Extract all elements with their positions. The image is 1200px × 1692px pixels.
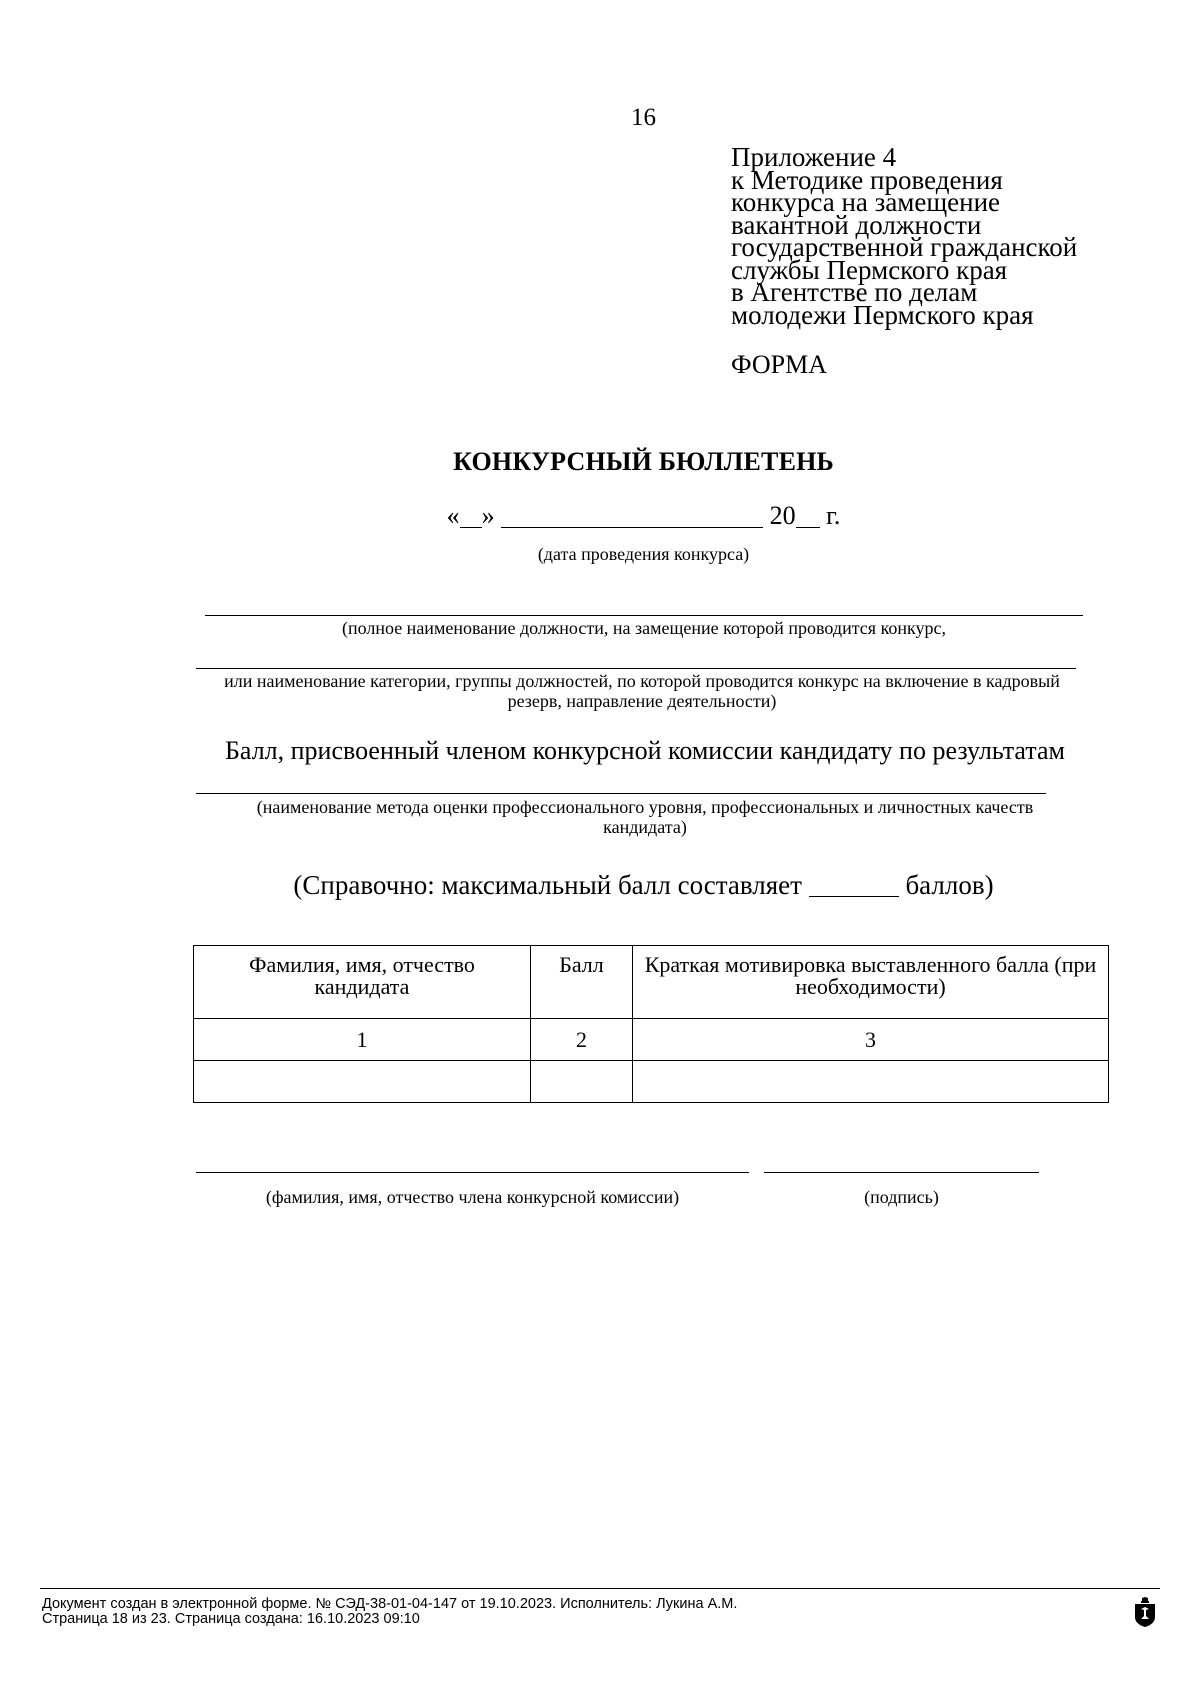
reference-prefix: (Справочно: максимальный балл составляет (293, 870, 802, 900)
member-name-line (196, 1172, 749, 1173)
appendix-line: государственной гражданской (731, 232, 1078, 262)
year-prefix: 20 (769, 501, 796, 530)
reference-suffix: баллов) (905, 870, 994, 900)
coat-of-arms-icon (1133, 1597, 1157, 1627)
column-number: 2 (531, 1019, 633, 1061)
category-caption: или наименование категории, группы должностей, по которой проводится конкурс на включение в кадровый резерв, направление деятельности) (224, 671, 1060, 711)
member-name-caption: (фамилия, имя, отчество члена конкурсной комиссии) (265, 1187, 680, 1207)
header-score: Балл (531, 946, 633, 1019)
appendix-header (731, 142, 1078, 330)
appendix-line: Приложение 4 (731, 142, 897, 172)
date-field (0, 501, 1200, 531)
appendix-line: службы Пермского края (731, 254, 1008, 285)
table-numbering-row (194, 1019, 1109, 1061)
table-row (194, 1061, 1109, 1103)
scores-table (193, 945, 1109, 1103)
header-motivation: Краткая мотивировка выставленного балла (при необходимости) (633, 946, 1109, 1019)
year-suffix: г. (826, 501, 841, 530)
appendix-line: конкурса на замещение (731, 187, 1001, 217)
header-candidate-name: Фамилия, имя, отчество кандидата (194, 946, 531, 1019)
appendix-line: молодежи Пермского края (731, 299, 1034, 330)
year-blank (796, 501, 820, 528)
max-score-reference (0, 870, 1200, 901)
method-caption: (наименование метода оценки профессионального уровня, профессиональных и личностных качеств кандидата) (256, 797, 1034, 837)
max-score-blank (809, 872, 899, 897)
motivation-cell[interactable] (633, 1061, 1109, 1103)
day-blank (460, 501, 482, 528)
document-footer (42, 1597, 737, 1627)
appendix-line: к Методике проведения (731, 164, 1003, 195)
score-intro: Балл, присвоенный членом конкурсной комиссии кандидату по результатам (225, 736, 1065, 765)
signature-caption: (подпись) (864, 1187, 939, 1207)
appendix-line: вакантной должности (731, 209, 982, 240)
table-header-row (194, 946, 1109, 1019)
column-number: 1 (194, 1019, 531, 1061)
date-close-quote: » (481, 501, 495, 530)
document-title: КОНКУРСНЫЙ БЮЛЛЕТЕНЬ (453, 447, 834, 476)
appendix-line: в Агентстве по делам (731, 277, 978, 307)
date-caption: (дата проведения конкурса) (537, 544, 750, 564)
position-line (205, 615, 1083, 616)
date-open-quote: « (446, 501, 460, 530)
footer-line: Страница 18 из 23. Страница создана: 16.10.2023 09:10 (42, 1611, 420, 1627)
footer-line: Документ создан в электронной форме. № СЭД-38-01-04-147 от 19.10.2023. Исполнитель: Лукина А.М. (42, 1596, 738, 1612)
method-line (196, 793, 1046, 794)
column-number: 3 (633, 1019, 1109, 1061)
category-line (196, 668, 1076, 669)
footer-rule (40, 1588, 1160, 1589)
page-number: 16 (631, 104, 656, 131)
month-blank (501, 501, 763, 528)
candidate-name-cell[interactable] (194, 1061, 531, 1103)
position-caption: (полное наименование должности, на замещение которой проводится конкурс, (341, 618, 947, 638)
form-label: ФОРМА (731, 350, 827, 379)
score-cell[interactable] (531, 1061, 633, 1103)
signature-line (764, 1172, 1039, 1173)
